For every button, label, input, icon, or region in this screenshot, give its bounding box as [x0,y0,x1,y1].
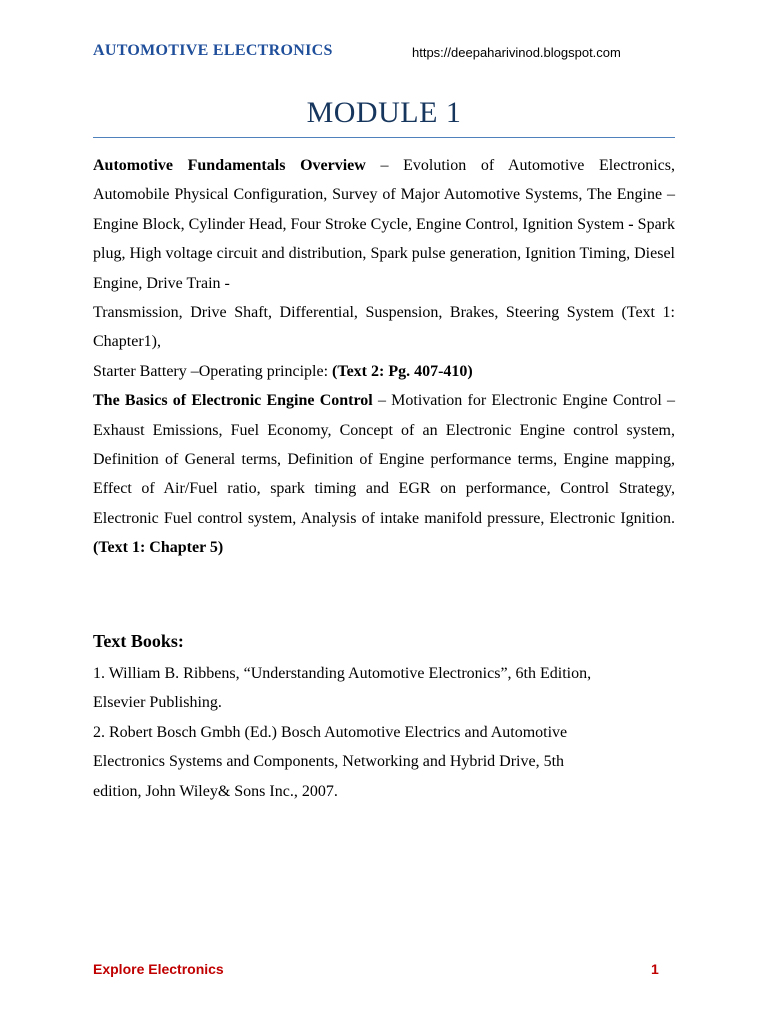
footer-label: Explore Electronics [93,961,224,977]
textbook-line: 2. Robert Bosch Gmbh (Ed.) Bosch Automotive Electrics and Automotive [93,723,568,741]
text-reference: (Text 2: Pg. 407-410) [332,362,473,380]
paragraph-text: Spark plug, High voltage circuit and distribution, Spark pulse generation, Ignition Timing, Diesel Engine, Drive Train - [93,215,675,292]
textbook-line: Electronics Systems and Components, Networking and Hybrid Drive, 5th [93,753,565,771]
textbooks-section [93,627,675,806]
bold-dash: - [628,215,634,233]
topic-heading: Automotive Fundamentals Overview [93,157,366,174]
paragraph-fundamentals [93,151,675,298]
paragraph-text: Starter Battery –Operating principle: [93,362,333,380]
syllabus-body [93,151,675,563]
text-reference: (Text 1: Chapter 5) [93,539,224,557]
document-header-title: AUTOMOTIVE ELECTRONICS [93,42,333,59]
textbook-line: edition, John Wiley& Sons Inc., 2007. [93,782,338,800]
paragraph-engine-control [93,386,675,562]
textbook-line: Elsevier Publishing. [93,694,222,712]
textbook-line: 1. William B. Ribbens, “Understanding Automotive Electronics”, 6th Edition, [93,665,592,682]
title-divider [93,137,675,138]
paragraph-text: – Motivation for Electronic Engine Control – Exhaust Emissions, Fuel Economy, Concept of an Electronic Engine control system, Definition of General terms, Definition of Engine performance terms, Engine mapping, Effect of Air/Fuel ratio, spark timing and EGR on performance, Control Strategy, Electronic Fuel control system, Analysis of intake manifold pressure, Electronic Ignition. [93,392,675,527]
page-number: 1 [651,961,659,977]
module-title: MODULE 1 [306,96,462,129]
topic-heading: The Basics of Electronic Engine Control [93,392,373,410]
paragraph-starter-battery [93,357,675,386]
paragraph-transmission: Transmission, Drive Shaft, Differential, Suspension, Brakes, Steering System (Text 1: Chapter1), [93,304,675,351]
header-blog-url[interactable]: https://deepaharivinod.blogspot.com [412,45,621,60]
textbooks-heading: Text Books: [93,631,184,651]
paragraph-text: – Evolution of Automotive Electronics, Automobile Physical Configuration, Survey of Major Automotive Systems, The Engine – Engine Block, Cylinder Head, Four Stroke Cycle, Engine Control, Ignition System [93,157,676,233]
